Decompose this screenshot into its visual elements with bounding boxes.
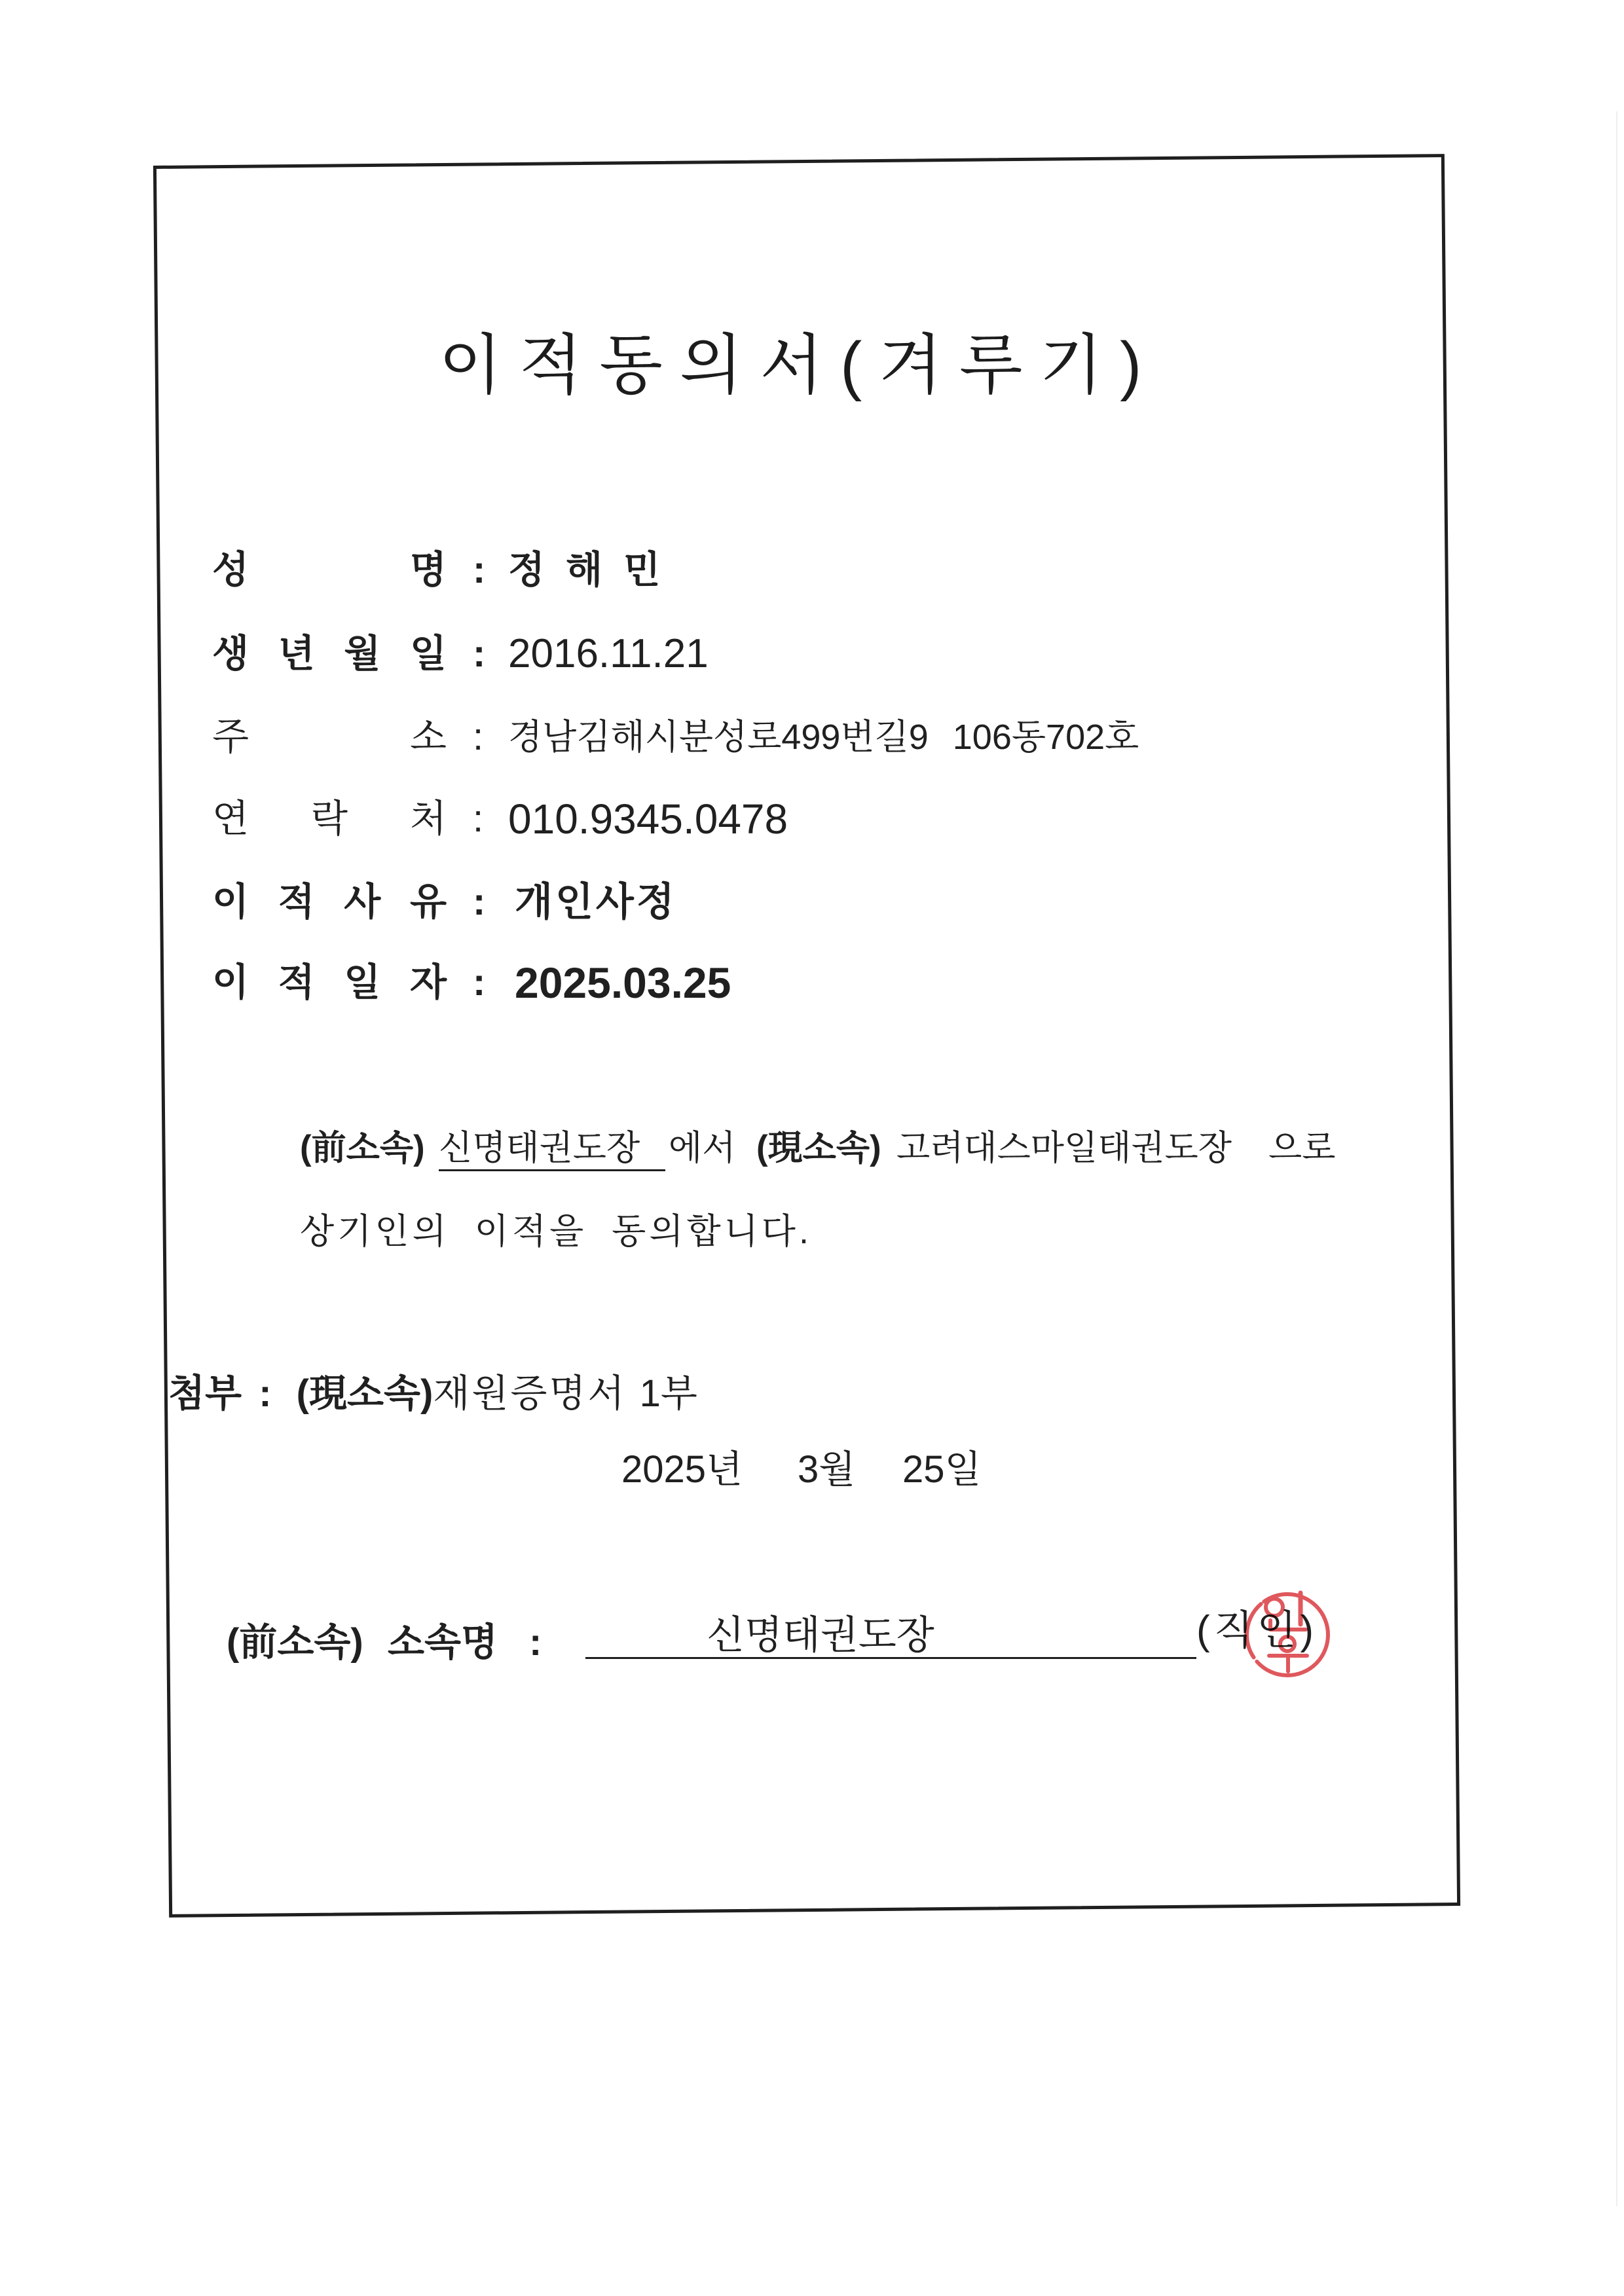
field-separator: : <box>473 549 486 591</box>
seal-ink-group <box>1247 1593 1328 1675</box>
field-label-address: 주 소 <box>212 716 447 758</box>
signature-name-label: 소속명 <box>388 1621 498 1664</box>
field-separator: : <box>473 632 486 675</box>
field-separator: : <box>473 881 486 923</box>
date-year: 2025년 <box>621 1448 743 1491</box>
attachment-label: 첨부 <box>168 1372 242 1415</box>
date-month: 3월 <box>798 1448 856 1491</box>
field-value-transfer-reason: 개인사정 <box>515 880 677 924</box>
red-seal-stamp <box>1242 1585 1333 1683</box>
field-row-transfer-reason <box>0 873 1624 932</box>
signature-org-label: (前소속) <box>227 1621 363 1664</box>
signature-separator: : <box>529 1621 542 1664</box>
field-value-transfer-date: 2025.03.25 <box>515 958 731 1007</box>
scan-edge-artifact <box>1616 111 1617 2206</box>
field-value-address: 경남김해시분성로499번길9 106동702호 <box>508 718 1139 757</box>
field-row-contact <box>0 790 1624 848</box>
prev-club-underline <box>439 1169 665 1171</box>
date-day: 25일 <box>902 1448 982 1491</box>
field-label-name: 성 명 <box>212 549 447 591</box>
field-row-transfer-date <box>0 953 1624 1012</box>
field-label-birthdate: 생 년 월 일 <box>212 632 447 675</box>
statement-new-club: 고려대스마일태권도장 <box>896 1129 1232 1167</box>
statement-consent: 상기인의 이적을 동의합니다. <box>300 1212 812 1251</box>
attachment-org-label: (現소속) <box>296 1372 434 1415</box>
signature-underline <box>585 1657 1196 1659</box>
statement-to-word: 으로 <box>1268 1129 1336 1167</box>
field-separator: : <box>473 961 486 1004</box>
field-separator: : <box>473 797 484 840</box>
field-label-transfer-reason: 이 적 사 유 <box>212 881 447 923</box>
seal-glyph-stroke <box>1266 1599 1283 1616</box>
field-row-name <box>0 541 1624 600</box>
field-value-birthdate: 2016.11.21 <box>508 631 709 676</box>
field-row-birthdate <box>0 625 1624 683</box>
attachment-count: 1부 <box>639 1372 697 1415</box>
field-row-address <box>0 708 1624 767</box>
statement-prev-club: 신명태권도장 <box>439 1129 640 1167</box>
seal-glyph-stroke <box>1280 1637 1295 1651</box>
statement-prev-label: (前소속) <box>300 1129 425 1167</box>
signature-club-name: 신명태권도장 <box>707 1613 934 1657</box>
field-value-contact: 010.9345.0478 <box>508 795 788 843</box>
field-label-transfer-date: 이 적 일 자 <box>212 961 447 1004</box>
field-separator: : <box>473 716 484 758</box>
signature-seal-label: (직인) <box>1196 1608 1318 1653</box>
field-label-contact: 연 락 처 <box>212 797 447 840</box>
statement-new-label: (現소속) <box>756 1129 881 1167</box>
attachment-line <box>168 1364 697 1423</box>
statement-from-word: 에서 <box>669 1129 736 1167</box>
document-title: 이적동의서(겨루기) <box>439 329 1159 402</box>
attachment-document: 재원증명서 <box>433 1372 627 1415</box>
attachment-separator: : <box>259 1372 272 1415</box>
field-value-name: 정 해 민 <box>508 549 661 591</box>
